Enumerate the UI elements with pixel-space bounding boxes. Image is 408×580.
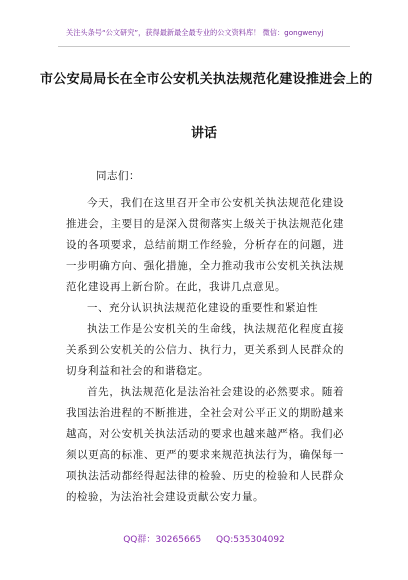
salutation: 同志们：: [96, 170, 140, 182]
footer-contact: [0, 532, 408, 545]
paragraph-first-point: 首先，执法规范化是法治社会建设的必然要求。随着我国法治进程的不断推进，全社会对公平正义的期盼越来越高，对公安机关执法活动的要求也越来越严格。我们必须以更高的标准、更严的要求来规范执法行为，确保每一项执法活动都经得起法律的检验、历史的检验和人民群众的检验，为法治社会建设贡献公安力量。: [66, 386, 344, 503]
footer-qq-group: QQ群：30265665: [123, 535, 202, 545]
paragraph-intro: 今天，我们在这里召开全市公安机关执法规范化建设推进会，主要目的是深入贯彻落实上级关于执法规范化建设的各项要求，总结前期工作经验，分析存在的问题，进一步明确方向、强化措施，全力推动我市公安机关执法规范化建设再上新台阶。在此，我讲几点意见。: [66, 197, 344, 293]
header-banner-text: 关注头条号“公文研究”，获得最新最全最专业的公文资料库！ 微信：gongwenyj: [66, 28, 324, 37]
section-heading-1: 一、充分认识执法规范化建设的重要性和紧迫性: [87, 302, 318, 314]
document-subtitle: 讲话: [190, 126, 217, 141]
header-banner: [0, 0, 408, 58]
header-divider: [58, 46, 350, 47]
document-title: 市公安局局长在全市公安机关执法规范化建设推进会上的: [40, 72, 373, 87]
paragraph-law-enforcement: 执法工作是公安机关的生命线，执法规范化程度直接关系到公安机关的公信力、执行力，更关系到人民群众的切身利益和社会的和谐稳定。: [66, 323, 344, 377]
footer-qq-number: QQ:535304092: [216, 535, 285, 545]
document-body: [66, 193, 344, 508]
